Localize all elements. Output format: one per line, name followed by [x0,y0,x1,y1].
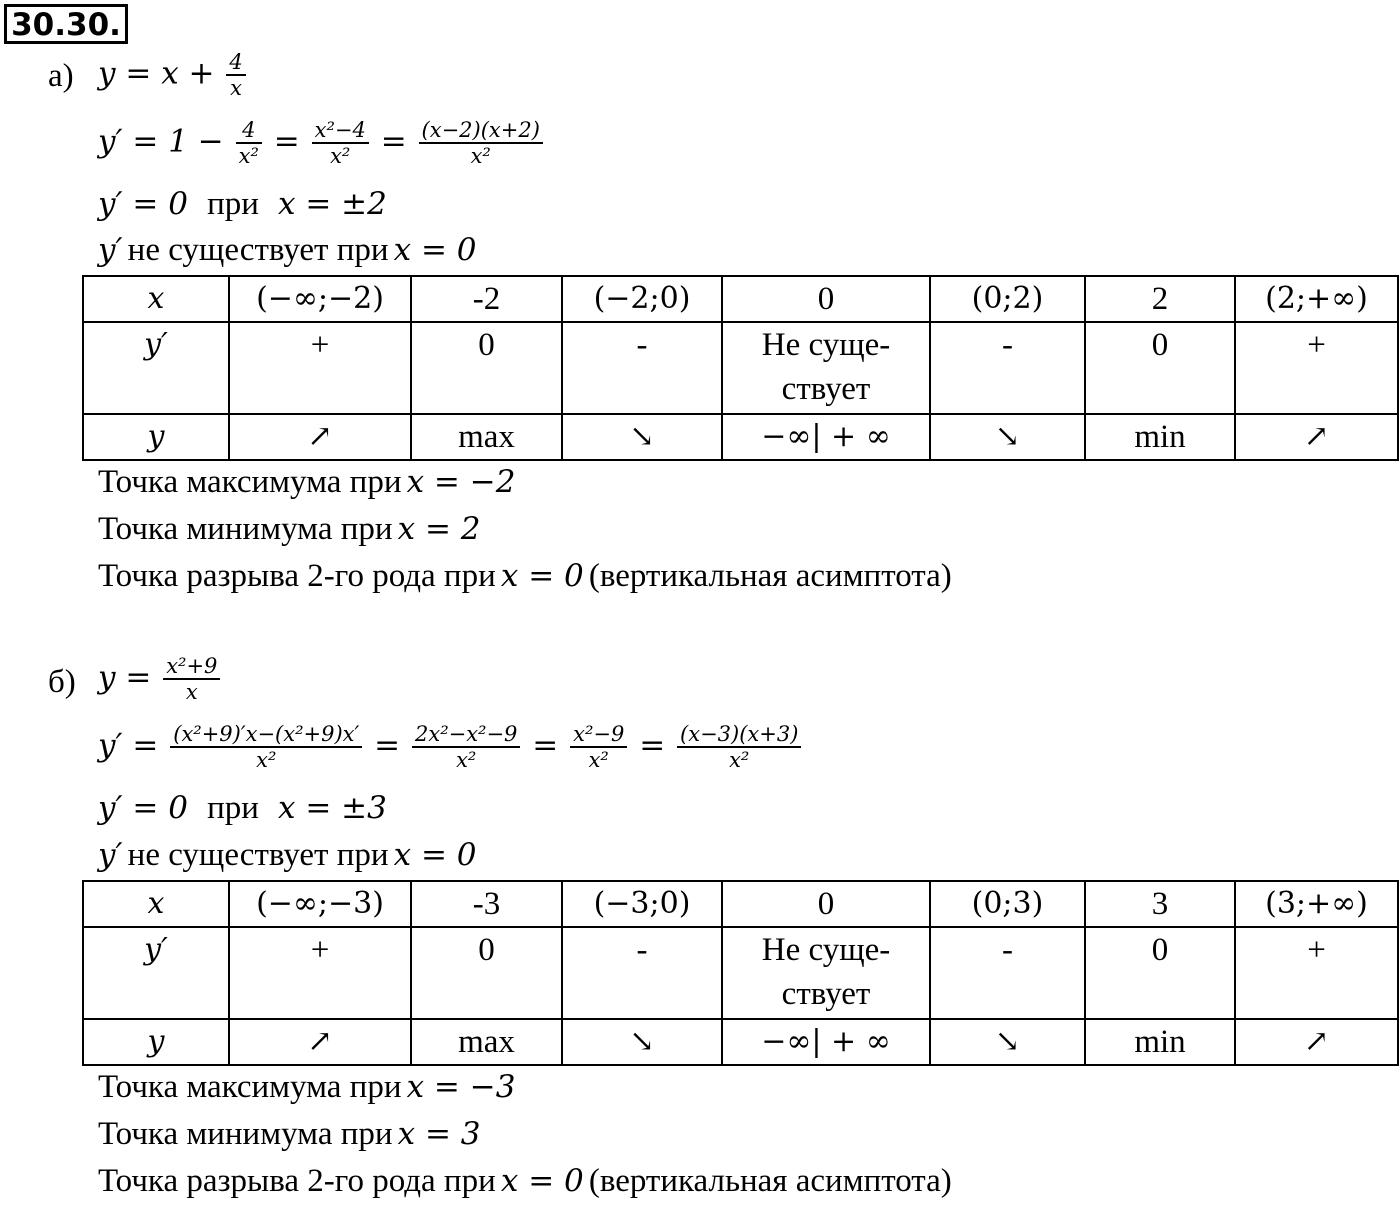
row-label-x: x [83,276,229,322]
decreasing-arrow-icon: ↘ [930,414,1085,460]
table-cell: 0 [722,881,930,927]
undefined-line-text: не существует при [127,837,389,873]
table-cell: - [930,322,1085,414]
increasing-arrow-icon: ↗ [1235,1019,1398,1065]
conclusion-math: x = 0 [500,558,584,594]
conclusion-text: Точка разрыва 2-го рода при [98,558,496,594]
fraction-numerator: 4 [226,50,245,76]
table-cell: (−3;0) [562,881,722,927]
undefined-line-lhs: y′ [98,232,123,268]
part-a-conclusion-max [98,464,515,501]
row-label-derivative: y′ [83,322,229,414]
part-a-conclusion-min [98,511,481,548]
decreasing-arrow-icon: ↘ [562,414,722,460]
undefined-line-text: не существует при [127,232,389,268]
fraction-denominator: x² [238,144,259,168]
table-cell: - [562,322,722,414]
zero-line-word: при [207,186,259,222]
table-cell: (−∞;−3) [229,881,411,927]
fraction-denominator: x² [456,748,477,772]
derivative-lhs: y′ = [98,727,159,764]
conclusion-text: Точка минимума при [98,511,393,547]
table-cell: 0 [1085,322,1235,414]
table-cell: 3 [1085,881,1235,927]
conclusion-math: x = 2 [397,511,481,547]
part-a-conclusion-discontinuity [98,558,952,595]
row-label-function: y [83,1019,229,1065]
table-cell: max [411,1019,562,1065]
problem-number: 30.30. [4,4,128,44]
decreasing-arrow-icon: ↘ [930,1019,1085,1065]
conclusion-tail: (вертикальная асимптота) [588,558,952,594]
equals-sign: = [374,727,401,764]
row-label-function: y [83,414,229,460]
table-cell: -3 [411,881,562,927]
fraction-numerator: 4 [236,118,262,144]
part-a-label: а) [48,58,74,94]
table-row-derivative [83,927,1398,1019]
fraction [412,722,520,772]
equals-sign: = [380,123,407,160]
part-b-derivative [98,722,803,772]
fraction-numerator: x²−4 [312,118,369,144]
decreasing-arrow-icon: ↘ [562,1019,722,1065]
fraction-denominator: x² [729,748,750,772]
table-cell: - [930,927,1085,1019]
fraction-denominator: x [230,76,242,100]
fraction-numerator: (x²+9)′x−(x²+9)x′ [170,722,362,748]
table-row-x [83,276,1398,322]
table-row-function [83,414,1398,460]
zero-line-word: при [207,790,259,826]
table-cell: max [411,414,562,460]
row-label-x: x [83,881,229,927]
table-cell: + [229,927,411,1019]
fraction-denominator: x [185,680,198,704]
table-cell: (−2;0) [562,276,722,322]
conclusion-math: x = 0 [500,1163,584,1199]
undefined-line-rhs: x = 0 [393,837,477,873]
table-cell: min [1085,1019,1235,1065]
part-b-function [98,654,222,704]
fraction [236,118,262,168]
equals-sign: = [273,123,300,160]
table-cell-undefined: Не суще-ствует [722,322,930,414]
fraction [226,50,245,100]
conclusion-math: x = 3 [397,1116,481,1152]
increasing-arrow-icon: ↗ [229,414,411,460]
part-a-function [98,50,248,100]
table-cell: 2 [1085,276,1235,322]
table-cell: 0 [411,322,562,414]
zero-line-rhs: x = ±2 [277,186,387,222]
table-cell: + [1235,927,1398,1019]
function-lhs: y = x + [98,55,215,92]
part-b-conclusion-max [98,1069,515,1106]
zero-line-lhs: y′ = 0 [98,790,188,826]
undefined-line-rhs: x = 0 [393,232,477,268]
table-row-x [83,881,1398,927]
table-cell: (0;2) [930,276,1085,322]
equals-sign: = [532,727,559,764]
part-b-undefined-line [98,837,477,874]
fraction-numerator: 2x²−x²−9 [412,722,520,748]
fraction-denominator: x² [330,144,351,168]
conclusion-text: Точка разрыва 2-го рода при [98,1163,496,1199]
table-cell: 0 [1085,927,1235,1019]
table-cell: (2;+∞) [1235,276,1398,322]
table-cell: min [1085,414,1235,460]
fraction-numerator: x²−9 [570,722,627,748]
table-cell: 0 [411,927,562,1019]
conclusion-tail: (вертикальная асимптота) [588,1163,952,1199]
fraction-numerator: (x−2)(x+2) [419,118,543,144]
table-cell: −∞| + ∞ [722,1019,930,1065]
derivative-lhs: y′ = 1 − [98,123,224,160]
table-cell: (0;3) [930,881,1085,927]
part-b-zero-line [98,790,387,827]
part-a-sign-table [82,275,1399,461]
fraction [677,722,801,772]
fraction [163,654,220,704]
increasing-arrow-icon: ↗ [229,1019,411,1065]
conclusion-math: x = −2 [406,464,516,500]
fraction-denominator: x² [588,748,609,772]
table-cell: (3;+∞) [1235,881,1398,927]
table-cell: −∞| + ∞ [722,414,930,460]
table-row-function [83,1019,1398,1065]
table-cell: + [1235,322,1398,414]
conclusion-text: Точка минимума при [98,1116,393,1152]
part-a-zero-line [98,186,387,223]
table-cell: - [562,927,722,1019]
function-lhs: y = [98,659,152,696]
part-b-conclusion-discontinuity [98,1163,952,1200]
part-a-derivative [98,118,545,168]
zero-line-lhs: y′ = 0 [98,186,188,222]
fraction [170,722,362,772]
table-cell: (−∞;−2) [229,276,411,322]
table-cell: -2 [411,276,562,322]
fraction-denominator: x² [256,748,277,772]
part-b-sign-table [82,880,1399,1066]
fraction-numerator: (x−3)(x+3) [677,722,801,748]
part-a-undefined-line [98,232,477,269]
table-cell: + [229,322,411,414]
fraction-numerator: x²+9 [163,654,220,680]
table-cell: 0 [722,276,930,322]
undefined-line-lhs: y′ [98,837,123,873]
fraction [419,118,543,168]
row-label-derivative: y′ [83,927,229,1019]
conclusion-math: x = −3 [406,1069,516,1105]
conclusion-text: Точка максимума при [98,1069,402,1105]
fraction [570,722,627,772]
conclusion-text: Точка максимума при [98,464,402,500]
fraction-denominator: x² [470,144,491,168]
part-b-label: б) [48,664,76,700]
part-b-conclusion-min [98,1116,481,1153]
table-row-derivative [83,322,1398,414]
fraction [312,118,369,168]
increasing-arrow-icon: ↗ [1235,414,1398,460]
zero-line-rhs: x = ±3 [277,790,387,826]
equals-sign: = [639,727,666,764]
table-cell-undefined: Не суще-ствует [722,927,930,1019]
